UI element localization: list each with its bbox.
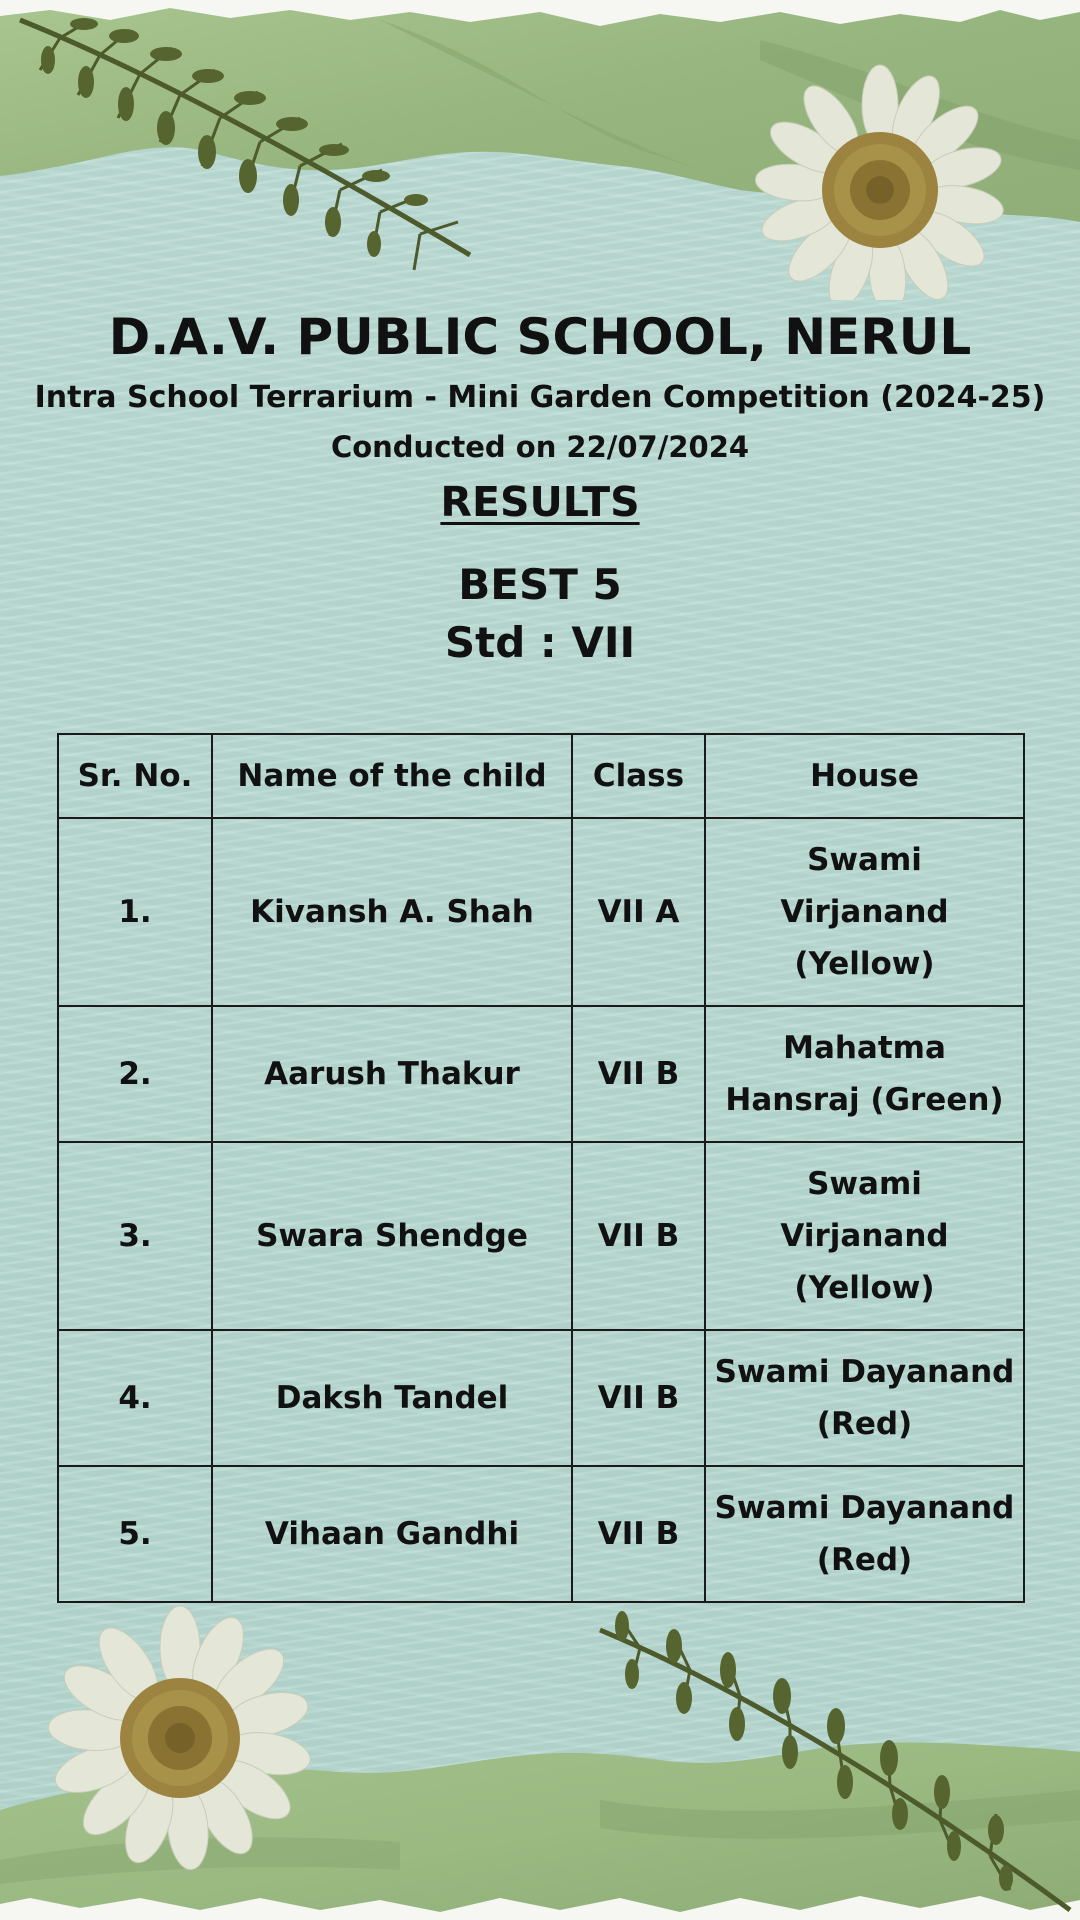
cell-name: Daksh Tandel (212, 1330, 572, 1466)
cell-class: VII B (572, 1330, 705, 1466)
cell-house: Swami Dayanand (Red) (705, 1330, 1024, 1466)
top-decoration (0, 0, 1080, 300)
results-table (57, 733, 1025, 1603)
cell-class: VII B (572, 1466, 705, 1602)
header-sr-no: Sr. No. (58, 734, 212, 818)
table-header-row (58, 734, 1024, 818)
cell-class: VII A (572, 818, 705, 1006)
cell-house: Swami Virjanand (Yellow) (705, 818, 1024, 1006)
cell-house: Swami Virjanand (Yellow) (705, 1142, 1024, 1330)
cell-sr-no: 1. (58, 818, 212, 1006)
cell-sr-no: 5. (58, 1466, 212, 1602)
cell-house: Mahatma Hansraj (Green) (705, 1006, 1024, 1142)
table-row (58, 1330, 1024, 1466)
header-class: Class (572, 734, 705, 818)
cell-class: VII B (572, 1006, 705, 1142)
school-name: D.A.V. PUBLIC SCHOOL, NERUL (108, 308, 972, 366)
results-heading: RESULTS (440, 478, 640, 526)
cell-sr-no: 4. (58, 1330, 212, 1466)
best-five-label: BEST 5 (458, 560, 622, 609)
competition-title: Intra School Terrarium - Mini Garden Competition (2024-25) (34, 380, 1046, 415)
cell-name: Vihaan Gandhi (212, 1466, 572, 1602)
table-row (58, 818, 1024, 1006)
conducted-date: Conducted on 22/07/2024 (330, 430, 750, 464)
bottom-decoration (0, 1570, 1080, 1920)
header-name: Name of the child (212, 734, 572, 818)
cell-house: Swami Dayanand (Red) (705, 1466, 1024, 1602)
cell-name: Kivansh A. Shah (212, 818, 572, 1006)
cell-sr-no: 3. (58, 1142, 212, 1330)
cell-class: VII B (572, 1142, 705, 1330)
header-house: House (705, 734, 1024, 818)
standard-label: Std : VII (444, 618, 636, 667)
cell-name: Swara Shendge (212, 1142, 572, 1330)
table-row (58, 1006, 1024, 1142)
cell-name: Aarush Thakur (212, 1006, 572, 1142)
table-row (58, 1142, 1024, 1330)
cell-sr-no: 2. (58, 1006, 212, 1142)
